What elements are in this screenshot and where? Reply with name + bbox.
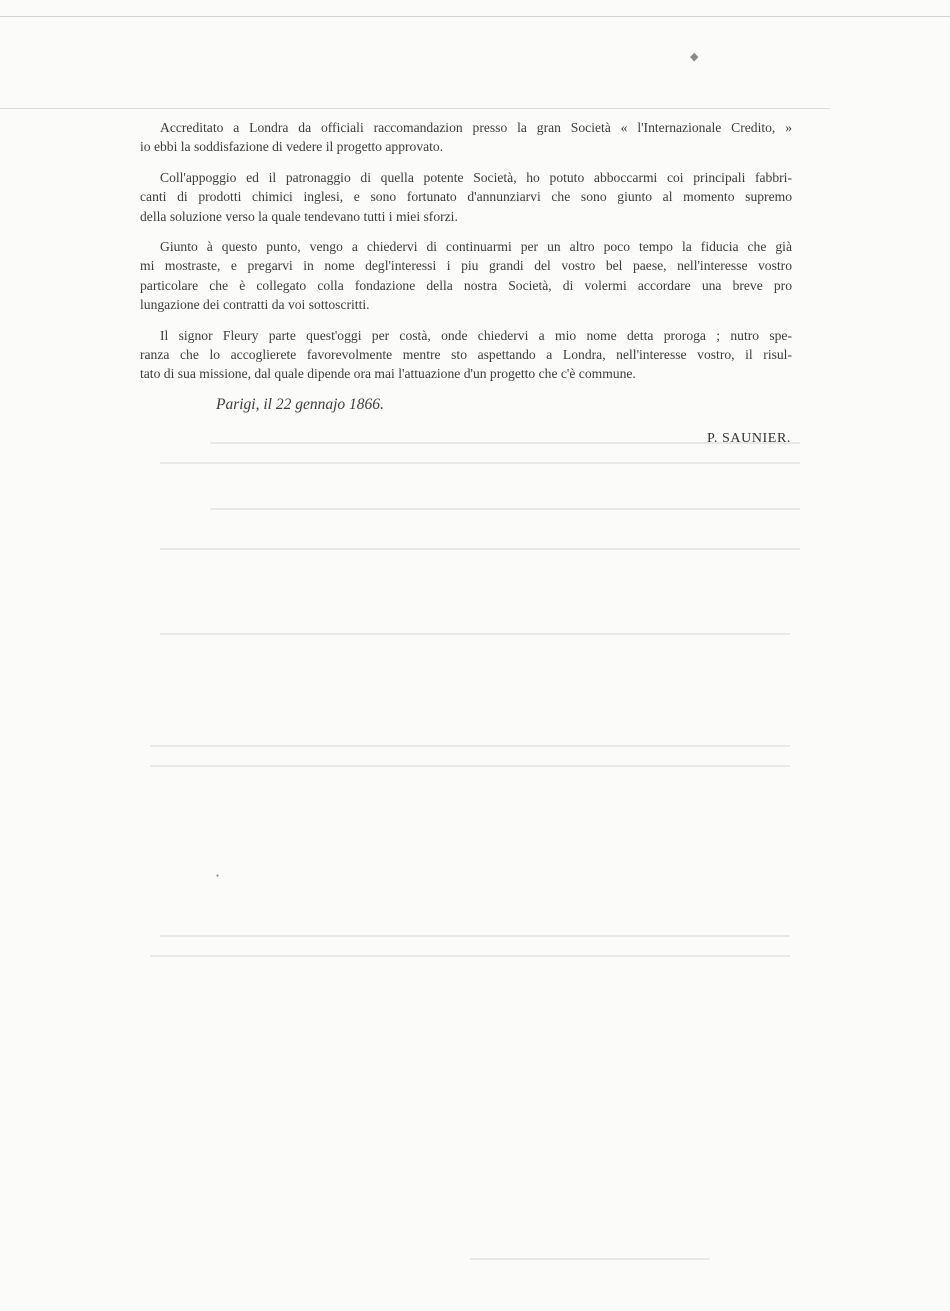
show-through-line <box>150 745 790 747</box>
text-line: Accreditato a Londra da officiali raccomandazion presso la gran Società « l'Internazionale Credito, » <box>160 120 792 135</box>
dateline: Parigi, il 22 gennajo 1866. <box>216 396 384 413</box>
text-line: canti di prodotti chimici inglesi, e sono fortunato d'annunziarvi che sono giunto al momento supremo <box>140 189 792 205</box>
show-through-line <box>210 508 800 510</box>
scan-edge-rule <box>0 108 830 109</box>
text-line: Giunto à questo punto, vengo a chiedervi di continuarmi per un altro poco tempo la fiducia che già <box>160 239 792 255</box>
letter-body <box>140 118 792 395</box>
ink-speck: ● <box>216 874 220 879</box>
text-line: mi mostraste, e pregarvi in nome degl'interessi i piu grandi del vostro bel paese, nell'interesse vostro <box>140 258 792 274</box>
show-through-line <box>160 462 800 464</box>
show-through-line <box>150 765 790 767</box>
text-line: Il signor Fleury parte quest'oggi per costà, onde chiedervi a mio nome detta proroga ; nutro spe- <box>160 327 792 343</box>
show-through-line <box>470 1258 710 1260</box>
show-through-line <box>160 633 790 635</box>
text-line: della soluzione verso la quale tendevano tutti i miei sforzi. <box>140 208 458 224</box>
show-through-line <box>150 955 790 957</box>
text-line: particolare che è collegato colla fondazione della nostra Società, di volermi accordare una breve pro <box>140 277 792 293</box>
ink-speck: ◆ <box>690 51 699 63</box>
text-line: ranza che lo accoglierete favorevolmente mentre sto aspettando a Londra, nell'interesse vostro, il risul- <box>140 347 792 363</box>
show-through-line <box>160 548 800 550</box>
scan-edge-rule <box>0 16 950 17</box>
paragraph <box>140 118 792 157</box>
signature: P. SAUNIER. <box>706 431 791 446</box>
text-line: Coll'appoggio ed il patronaggio di quella potente Società, ho potuto abboccarmi coi principali fabbri- <box>160 169 792 185</box>
paragraph <box>140 326 792 384</box>
text-line: tato di sua missione, dal quale dipende ora mai l'attuazione d'un progetto che c'è commune. <box>140 366 636 382</box>
paragraph <box>140 237 792 315</box>
text-line: lungazione dei contratti da voi sottoscritti. <box>140 297 370 313</box>
paragraph <box>140 168 792 226</box>
text-line: io ebbi la soddisfazione di vedere il progetto approvato. <box>140 139 444 155</box>
show-through-line <box>160 935 790 937</box>
